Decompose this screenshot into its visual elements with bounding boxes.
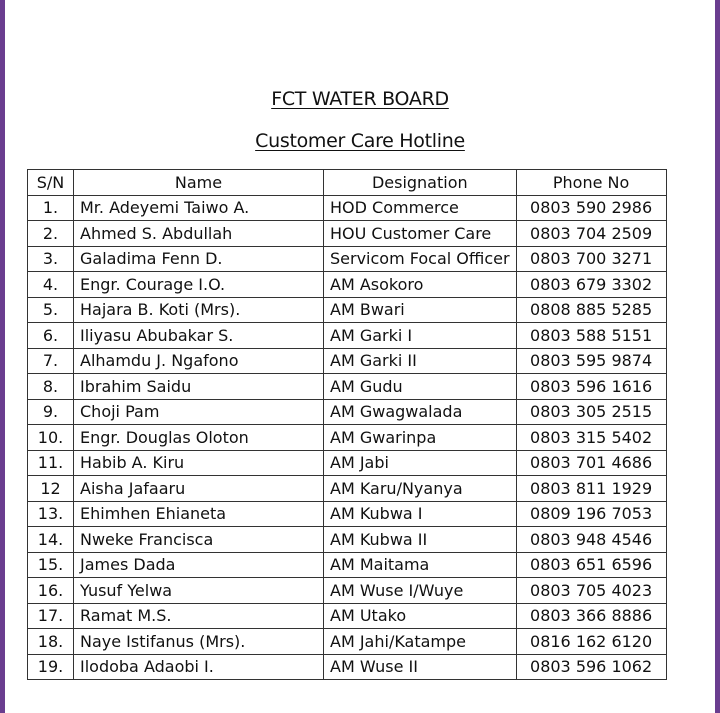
cell-designation: HOU Customer Care [324,221,517,247]
cell-sn: 18. [28,629,74,655]
table-row [28,603,667,629]
cell-designation: AM Gudu [324,374,517,400]
cell-designation: AM Jabi [324,450,517,476]
cell-phone: 0816 162 6120 [516,629,666,655]
header-phone: Phone No [516,170,666,196]
cell-phone: 0803 700 3271 [516,246,666,272]
table-row [28,195,667,221]
cell-designation: AM Garki I [324,323,517,349]
cell-phone: 0803 679 3302 [516,272,666,298]
right-frame-border [715,0,720,713]
cell-sn: 10. [28,425,74,451]
table-row [28,501,667,527]
header-designation: Designation [324,170,517,196]
cell-name: Aisha Jafaaru [74,476,324,502]
cell-sn: 17. [28,603,74,629]
table-row [28,272,667,298]
cell-designation: AM Kubwa II [324,527,517,553]
document-title-text: FCT WATER BOARD [271,88,449,110]
cell-phone: 0803 595 9874 [516,348,666,374]
cell-phone: 0803 704 2509 [516,221,666,247]
table-body [28,195,667,680]
cell-name: Engr. Courage I.O. [74,272,324,298]
document-subtitle [5,130,715,152]
table-row [28,450,667,476]
cell-phone: 0803 588 5151 [516,323,666,349]
cell-designation: AM Wuse I/Wuye [324,578,517,604]
cell-phone: 0803 705 4023 [516,578,666,604]
cell-designation: AM Karu/Nyanya [324,476,517,502]
table-row [28,246,667,272]
cell-name: Ahmed S. Abdullah [74,221,324,247]
cell-phone: 0803 948 4546 [516,527,666,553]
table-row [28,399,667,425]
table-row [28,578,667,604]
cell-name: Galadima Fenn D. [74,246,324,272]
cell-designation: AM Asokoro [324,272,517,298]
cell-name: Iliyasu Abubakar S. [74,323,324,349]
cell-name: Ramat M.S. [74,603,324,629]
table-row [28,654,667,680]
cell-phone: 0803 590 2986 [516,195,666,221]
cell-sn: 4. [28,272,74,298]
cell-designation: AM Maitama [324,552,517,578]
cell-designation: HOD Commerce [324,195,517,221]
cell-sn: 11. [28,450,74,476]
cell-sn: 12 [28,476,74,502]
cell-sn: 6. [28,323,74,349]
cell-designation: AM Gwarinpa [324,425,517,451]
cell-sn: 5. [28,297,74,323]
table-row [28,297,667,323]
cell-sn: 13. [28,501,74,527]
cell-phone: 0808 885 5285 [516,297,666,323]
table-row [28,425,667,451]
cell-sn: 2. [28,221,74,247]
cell-name: Habib A. Kiru [74,450,324,476]
cell-phone: 0803 596 1062 [516,654,666,680]
hotline-table [27,169,667,680]
table-row [28,221,667,247]
cell-name: Ehimhen Ehianeta [74,501,324,527]
cell-phone: 0809 196 7053 [516,501,666,527]
cell-name: Engr. Douglas Oloton [74,425,324,451]
document-title [5,88,715,110]
cell-name: Nweke Francisca [74,527,324,553]
table-row [28,629,667,655]
table-row [28,348,667,374]
cell-name: James Dada [74,552,324,578]
cell-sn: 19. [28,654,74,680]
cell-designation: AM Garki II [324,348,517,374]
cell-name: Ibrahim Saidu [74,374,324,400]
cell-name: Yusuf Yelwa [74,578,324,604]
cell-phone: 0803 305 2515 [516,399,666,425]
cell-sn: 9. [28,399,74,425]
cell-phone: 0803 315 5402 [516,425,666,451]
table-row [28,527,667,553]
cell-designation: AM Wuse II [324,654,517,680]
cell-sn: 14. [28,527,74,553]
cell-name: Mr. Adeyemi Taiwo A. [74,195,324,221]
cell-phone: 0803 811 1929 [516,476,666,502]
cell-designation: AM Kubwa I [324,501,517,527]
cell-phone: 0803 651 6596 [516,552,666,578]
table-row [28,323,667,349]
cell-sn: 7. [28,348,74,374]
cell-designation: Servicom Focal Officer [324,246,517,272]
cell-name: Ilodoba Adaobi I. [74,654,324,680]
cell-sn: 15. [28,552,74,578]
cell-phone: 0803 596 1616 [516,374,666,400]
document-subtitle-text: Customer Care Hotline [255,130,465,152]
table-header-row [28,170,667,196]
cell-name: Hajara B. Koti (Mrs). [74,297,324,323]
cell-designation: AM Jahi/Katampe [324,629,517,655]
table-row [28,374,667,400]
header-name: Name [74,170,324,196]
cell-sn: 16. [28,578,74,604]
cell-sn: 3. [28,246,74,272]
cell-phone: 0803 366 8886 [516,603,666,629]
cell-phone: 0803 701 4686 [516,450,666,476]
cell-name: Naye Istifanus (Mrs). [74,629,324,655]
cell-name: Alhamdu J. Ngafono [74,348,324,374]
table-row [28,476,667,502]
document-page [5,0,715,713]
cell-sn: 8. [28,374,74,400]
table-row [28,552,667,578]
cell-designation: AM Utako [324,603,517,629]
cell-designation: AM Bwari [324,297,517,323]
cell-designation: AM Gwagwalada [324,399,517,425]
cell-sn: 1. [28,195,74,221]
header-sn: S/N [28,170,74,196]
cell-name: Choji Pam [74,399,324,425]
